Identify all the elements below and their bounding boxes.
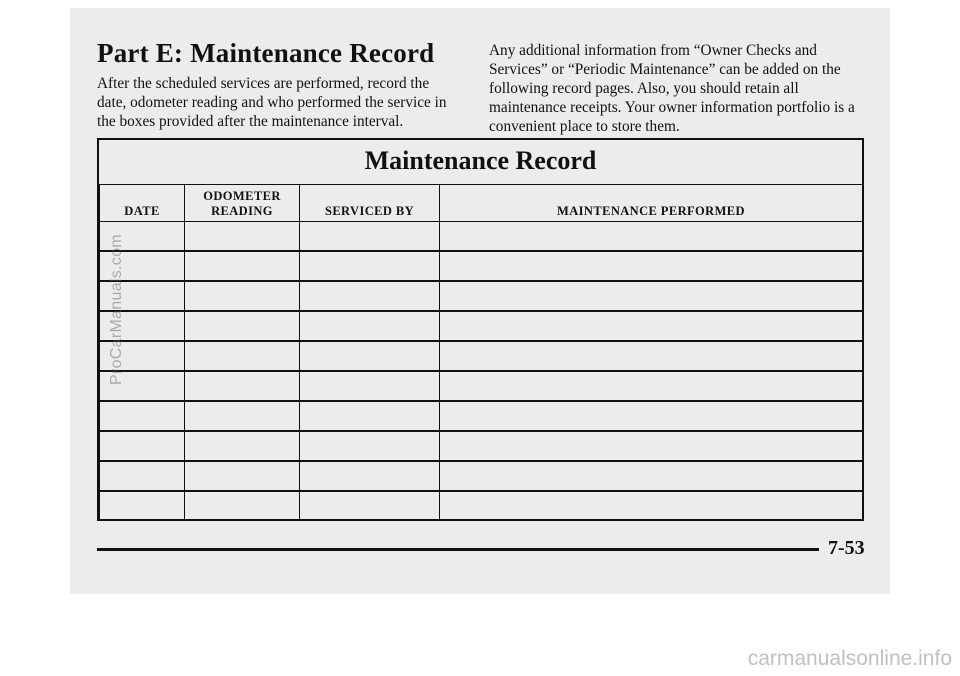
table-row <box>100 431 863 461</box>
column-header-serviced-by: SERVICED BY <box>300 185 440 222</box>
table-row <box>100 371 863 401</box>
date-cell <box>100 491 185 521</box>
maintenance-cell <box>440 251 863 281</box>
odometer-cell <box>185 401 300 431</box>
odometer-cell <box>185 341 300 371</box>
page-number: 7-53 <box>828 537 865 559</box>
column-header-date: DATE <box>100 185 185 222</box>
maintenance-cell <box>440 341 863 371</box>
serviced-by-cell <box>300 251 440 281</box>
column-header-odometer-reading: ODOMETER READING <box>185 185 300 222</box>
table-row <box>100 222 863 252</box>
maintenance-cell <box>440 491 863 521</box>
odometer-cell <box>185 251 300 281</box>
serviced-by-cell <box>300 311 440 341</box>
maintenance-record-table <box>99 184 863 521</box>
side-watermark: ProCarManuals.com <box>108 234 125 385</box>
table-row <box>100 401 863 431</box>
maintenance-record-form <box>97 138 864 521</box>
odometer-cell <box>185 222 300 252</box>
maintenance-cell <box>440 371 863 401</box>
intro-paragraph-right: Any additional information from “Owner Checks and Services” or “Periodic Maintenance” can be added on the following record pages. Also, you should retain all maintenance receipts. Your owner information portfolio is a convenient place to store them. <box>489 42 855 135</box>
serviced-by-cell <box>300 281 440 311</box>
section-heading: Part E: Maintenance Record <box>97 38 435 68</box>
serviced-by-cell <box>300 491 440 521</box>
table-row <box>100 281 863 311</box>
date-cell <box>100 401 185 431</box>
odometer-cell <box>185 431 300 461</box>
table-row <box>100 311 863 341</box>
table-row <box>100 251 863 281</box>
odometer-cell <box>185 311 300 341</box>
serviced-by-cell <box>300 431 440 461</box>
maintenance-cell <box>440 401 863 431</box>
serviced-by-cell <box>300 371 440 401</box>
serviced-by-cell <box>300 222 440 252</box>
maintenance-cell <box>440 281 863 311</box>
record-title: Maintenance Record <box>364 146 597 175</box>
table-header-row <box>100 185 863 222</box>
date-cell <box>100 431 185 461</box>
intro-paragraph-left: After the scheduled services are performed, record the date, odometer reading and who performed the service in the boxes provided after the maintenance interval. <box>97 75 447 130</box>
bottom-watermark: carmanualsonline.info <box>747 647 952 670</box>
maintenance-cell <box>440 461 863 491</box>
serviced-by-cell <box>300 401 440 431</box>
odometer-cell <box>185 371 300 401</box>
maintenance-cell <box>440 311 863 341</box>
odometer-cell <box>185 491 300 521</box>
table-row <box>100 461 863 491</box>
maintenance-cell <box>440 431 863 461</box>
odometer-cell <box>185 281 300 311</box>
table-row <box>100 341 863 371</box>
table-row <box>100 491 863 521</box>
column-header-maintenance-performed: MAINTENANCE PERFORMED <box>440 185 863 222</box>
maintenance-cell <box>440 222 863 252</box>
date-cell <box>100 461 185 491</box>
serviced-by-cell <box>300 341 440 371</box>
serviced-by-cell <box>300 461 440 491</box>
odometer-cell <box>185 461 300 491</box>
footer-rule <box>97 548 819 551</box>
